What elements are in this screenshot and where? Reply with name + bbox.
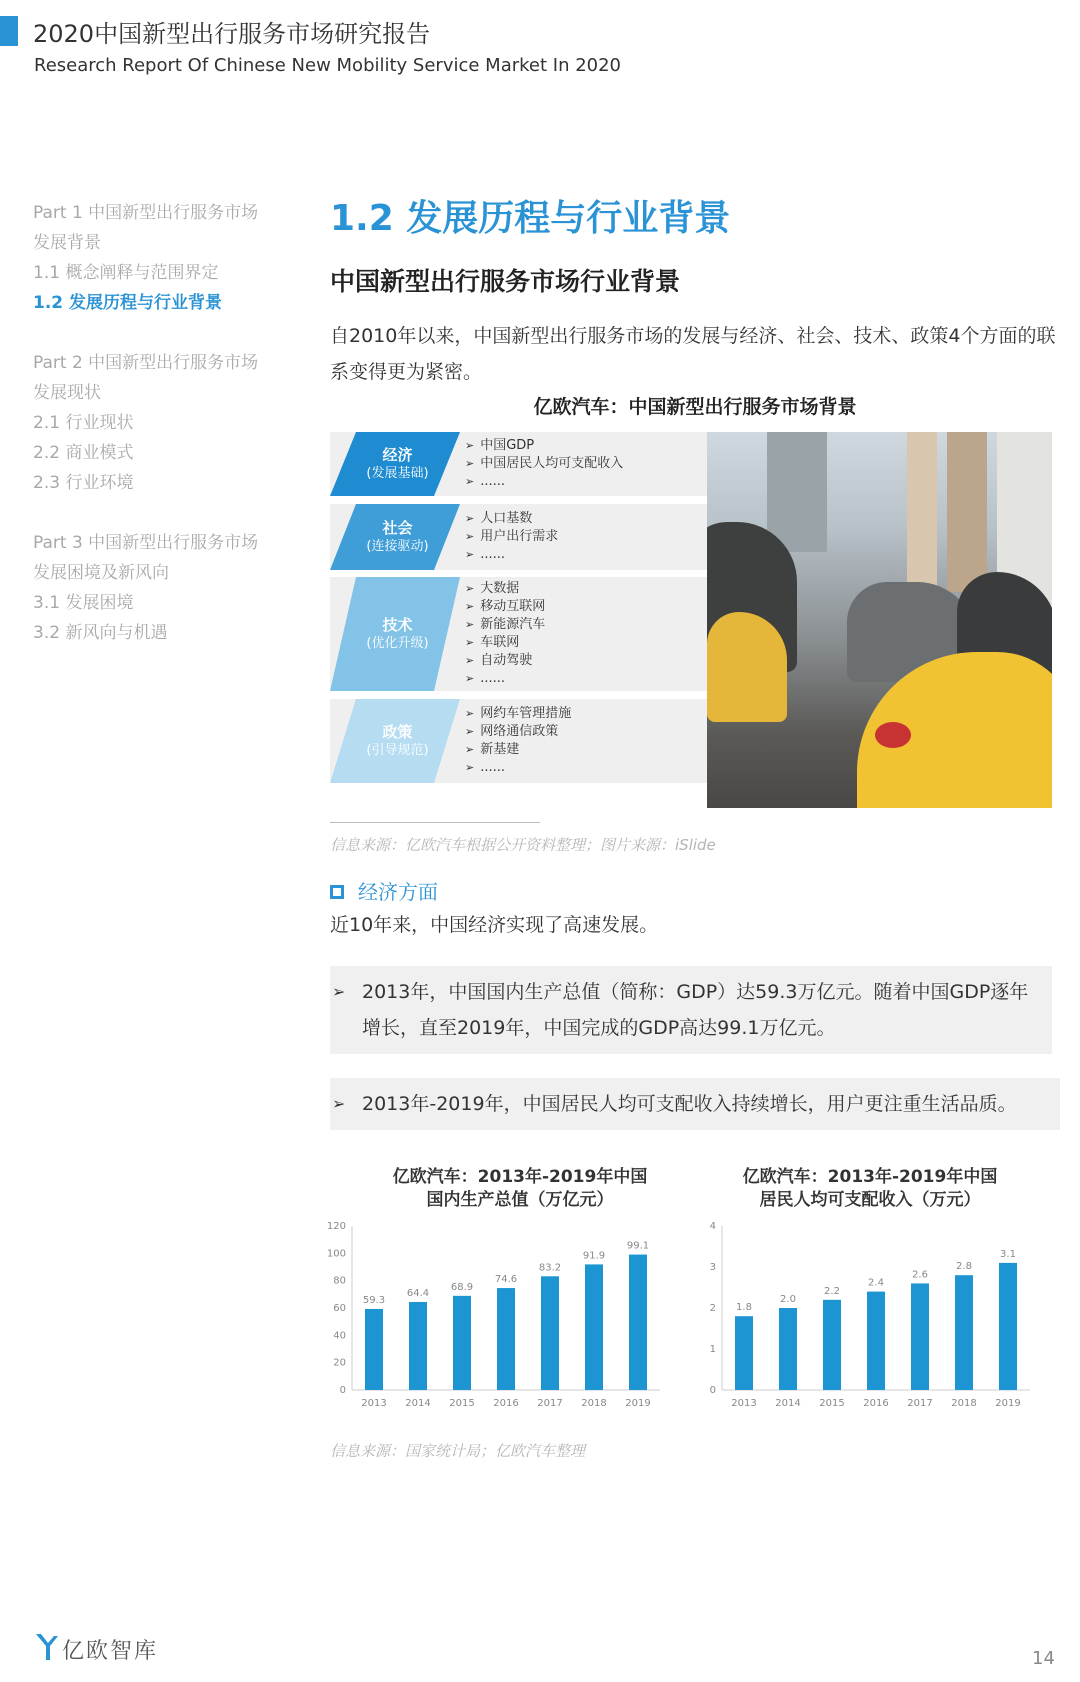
factor-item: ➢ 新能源汽车	[465, 616, 545, 634]
toc-gap	[33, 498, 293, 528]
factor-list	[465, 437, 623, 491]
chart-title-line: 居民人均可支配收入（万元）	[759, 1190, 981, 1210]
toc-item[interactable]: Part 2 中国新型出行服务市场	[33, 353, 259, 373]
section-title: 1.2 发展历程与行业背景	[330, 198, 731, 239]
x-tick-label: 2016	[863, 1398, 889, 1409]
gdp-bar-chart	[326, 1218, 680, 1418]
figure-row	[330, 577, 707, 691]
factor-list	[465, 705, 571, 777]
bullet-income-text: 2013年-2019年，中国居民人均可支配收入持续增长，用户更注重生活品质。	[362, 1093, 1017, 1115]
factor-item: ➢ 新基建	[465, 741, 571, 759]
toc-item[interactable]: 发展现状	[33, 383, 101, 403]
x-tick-label: 2014	[775, 1398, 801, 1409]
category-label: 政策	[382, 723, 413, 741]
y-tick-label: 40	[333, 1330, 346, 1342]
bar-value-label: 3.1	[1000, 1248, 1016, 1260]
x-tick-label: 2017	[907, 1398, 933, 1409]
y-tick-label: 3	[709, 1262, 716, 1273]
y-tick-label: 0	[339, 1385, 346, 1396]
chart-title-line: 国内生产总值（万亿元）	[426, 1190, 614, 1210]
section-subtitle: 中国新型出行服务市场行业背景	[330, 267, 681, 296]
factor-item: ➢ 自动驾驶	[465, 652, 545, 670]
x-tick-label: 2018	[581, 1398, 607, 1409]
bar	[541, 1276, 559, 1390]
bar	[867, 1292, 885, 1390]
logo-text: 亿欧智库	[62, 1639, 159, 1664]
bar-value-label: 2.0	[780, 1294, 796, 1305]
category-label: 社会	[382, 519, 413, 537]
y-tick-label: 0	[709, 1385, 716, 1396]
figure-title: 亿欧汽车：中国新型出行服务市场背景	[533, 396, 857, 418]
bar-value-label: 68.9	[450, 1281, 474, 1293]
toc-item[interactable]: Part 3 中国新型出行服务市场	[33, 533, 259, 553]
category-sublabel: (优化升级)	[366, 636, 429, 651]
page-number: 14	[1032, 1648, 1055, 1669]
y-tick-label: 100	[326, 1248, 346, 1260]
x-tick-label: 2014	[405, 1398, 431, 1409]
factor-item: ➢ 移动互联网	[465, 598, 545, 616]
bullet-gdp	[330, 966, 1052, 1054]
y-tick-label: 4	[709, 1221, 716, 1232]
bar	[629, 1255, 647, 1390]
bar	[453, 1296, 471, 1390]
yiou-logo-icon	[34, 1632, 60, 1662]
toc-item[interactable]: 2.2 商业模式	[33, 443, 134, 463]
economy-text: 近10年来，中国经济实现了高速发展。	[330, 914, 659, 936]
category-sublabel: (连接驱动)	[366, 539, 429, 554]
arrow-bullet-icon: ➢	[332, 982, 346, 1001]
factor-item: ➢ 大数据	[465, 580, 545, 598]
x-tick-label: 2019	[625, 1398, 651, 1409]
bar	[823, 1300, 841, 1390]
x-tick-label: 2018	[951, 1398, 977, 1409]
report-title: 2020中国新型出行服务市场研究报告	[33, 20, 431, 48]
bar-value-label: 2.4	[868, 1277, 884, 1289]
factor-item: ➢ 用户出行需求	[465, 528, 558, 546]
bar-value-label: 64.4	[406, 1287, 430, 1299]
bar	[779, 1308, 797, 1390]
bar-value-label: 2.6	[912, 1269, 928, 1281]
table-of-contents	[33, 198, 293, 648]
x-tick-label: 2015	[819, 1398, 845, 1409]
header-accent-bar	[0, 16, 18, 46]
factor-list	[465, 580, 545, 688]
factor-item: ➢ ......	[465, 473, 623, 491]
square-bullet-icon	[330, 885, 344, 899]
factor-item: ➢ 人口基数	[465, 510, 558, 528]
toc-gap	[33, 318, 293, 348]
bar-value-label: 2.2	[824, 1285, 840, 1297]
bar-value-label: 91.9	[582, 1250, 606, 1262]
bar-value-label: 74.6	[494, 1274, 518, 1286]
x-tick-label: 2015	[449, 1398, 475, 1409]
bar-value-label: 99.1	[626, 1240, 650, 1252]
toc-item[interactable]: 发展背景	[33, 233, 101, 253]
background-figure	[330, 432, 1052, 808]
bar	[497, 1288, 515, 1390]
factor-item: ➢ 中国GDP	[465, 437, 623, 455]
toc-item[interactable]: Part 1 中国新型出行服务市场	[33, 203, 259, 223]
y-tick-label: 2	[709, 1303, 716, 1314]
bar	[735, 1316, 753, 1390]
bar-value-label: 59.3	[362, 1294, 386, 1306]
factor-item: ➢ 网络通信政策	[465, 723, 571, 741]
toc-item[interactable]: 发展困境及新风向	[33, 563, 169, 583]
toc-item[interactable]: 3.1 发展困境	[33, 593, 134, 613]
x-tick-label: 2019	[995, 1398, 1021, 1409]
factor-item: ➢ ......	[465, 759, 571, 777]
bar-value-label: 83.2	[538, 1262, 562, 1274]
bullet-income	[330, 1078, 1060, 1130]
chart-title-line: 亿欧汽车：2013年-2019年中国	[742, 1167, 998, 1187]
figure-row	[330, 432, 707, 496]
figure-divider	[330, 822, 540, 823]
arrow-bullet-icon: ➢	[332, 1094, 346, 1113]
y-tick-label: 80	[333, 1275, 346, 1287]
factor-list	[465, 510, 558, 564]
x-tick-label: 2013	[731, 1398, 757, 1409]
x-tick-label: 2016	[493, 1398, 519, 1409]
economy-heading	[330, 876, 438, 905]
bar	[911, 1283, 929, 1390]
bar-value-label: 2.8	[956, 1261, 972, 1273]
category-sublabel: (引导规范)	[366, 743, 429, 758]
gdp-chart-title	[370, 1166, 670, 1212]
toc-item[interactable]: 2.3 行业环境	[33, 473, 134, 493]
figure-source: 信息来源：亿欧汽车根据公开资料整理；图片来源：iSlide	[330, 836, 716, 854]
y-tick-label: 1	[709, 1344, 716, 1355]
figure-row	[330, 699, 707, 783]
factor-item: ➢ ......	[465, 546, 558, 564]
bullet-gdp-text: 2013年，中国国内生产总值（简称：GDP）达59.3万亿元。随着中国GDP逐年增长，直至2019年，中国完成的GDP高达99.1万亿元。	[362, 981, 1029, 1039]
toc-item[interactable]: 1.1 概念阐释与范围界定	[33, 263, 219, 283]
traffic-photo	[707, 432, 1052, 808]
factor-item: ➢ 中国居民人均可支配收入	[465, 455, 623, 473]
economy-heading-label: 经济方面	[358, 880, 438, 904]
category-sublabel: (发展基础)	[366, 466, 429, 481]
bar	[409, 1302, 427, 1390]
bar	[365, 1309, 383, 1390]
report-subtitle: Research Report Of Chinese New Mobility Service Market In 2020	[34, 55, 622, 76]
income-chart-title	[720, 1166, 1020, 1212]
bar-value-label: 1.8	[736, 1302, 752, 1314]
toc-item[interactable]: 3.2 新风向与机遇	[33, 623, 168, 643]
intro-paragraph: 自2010年以来，中国新型出行服务市场的发展与经济、社会、技术、政策4个方面的联系变得更为紧密。	[330, 325, 1056, 383]
toc-item[interactable]: 2.1 行业现状	[33, 413, 134, 433]
category-label: 经济	[382, 446, 413, 464]
y-tick-label: 120	[326, 1221, 346, 1232]
factor-item: ➢ ......	[465, 670, 545, 688]
chart-source: 信息来源：国家统计局；亿欧汽车整理	[330, 1442, 586, 1460]
x-tick-label: 2013	[361, 1398, 387, 1409]
bar	[955, 1275, 973, 1390]
toc-item[interactable]: 1.2 发展历程与行业背景	[33, 293, 223, 313]
x-tick-label: 2017	[537, 1398, 563, 1409]
figure-row	[330, 504, 707, 570]
category-label: 技术	[382, 616, 413, 634]
y-tick-label: 20	[333, 1357, 346, 1369]
chart-title-line: 亿欧汽车：2013年-2019年中国	[392, 1167, 648, 1187]
y-tick-label: 60	[333, 1303, 346, 1314]
bar	[999, 1263, 1017, 1390]
factor-item: ➢ 网约车管理措施	[465, 705, 571, 723]
factor-item: ➢ 车联网	[465, 634, 545, 652]
bar	[585, 1264, 603, 1390]
income-bar-chart	[700, 1218, 1050, 1418]
